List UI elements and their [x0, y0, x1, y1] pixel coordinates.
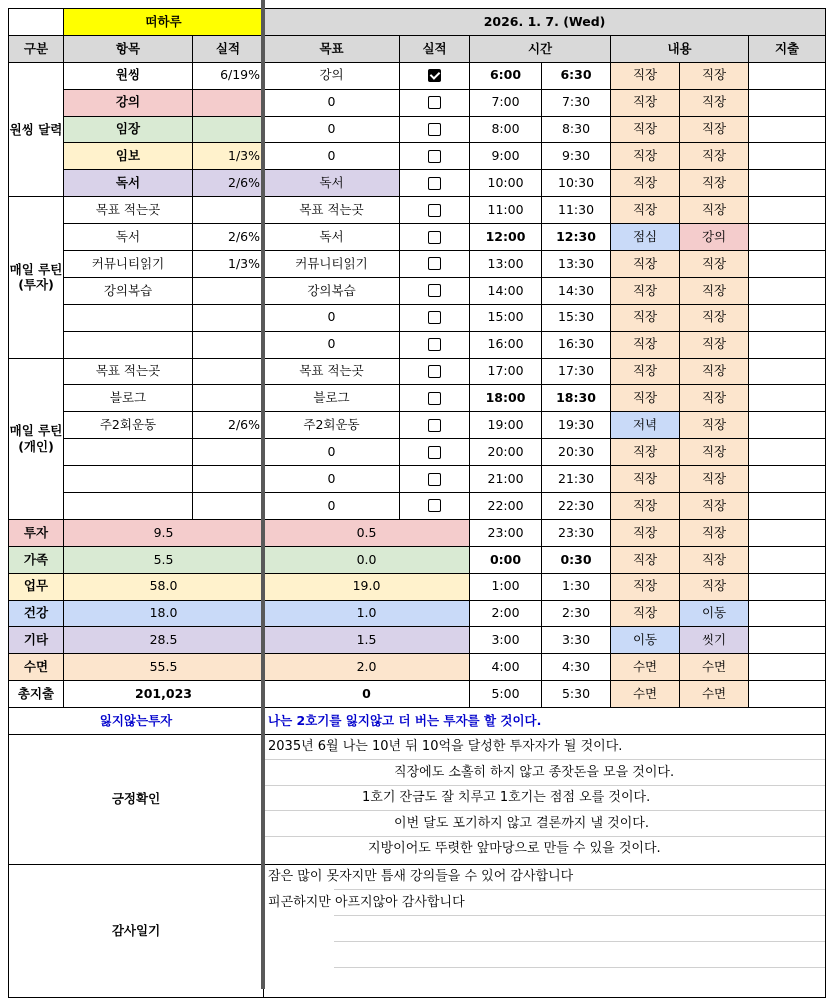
result-cell [193, 277, 264, 304]
checkbox[interactable] [428, 392, 441, 405]
header-expense: 지출 [749, 35, 826, 62]
check-cell [400, 439, 470, 466]
motto-right: 나는 2호기를 잃지않고 더 버는 투자를 할 것이다. [264, 708, 826, 735]
expense-cell[interactable] [749, 546, 826, 573]
check-cell [400, 62, 470, 89]
content-b[interactable]: 직장 [680, 143, 749, 170]
content-b[interactable]: 직장 [680, 519, 749, 546]
row-rule [334, 941, 825, 942]
summary-label: 수면 [9, 654, 64, 681]
time-start: 11:00 [470, 197, 542, 224]
summary-label: 기타 [9, 627, 64, 654]
result-cell: 2/6% [193, 170, 264, 197]
checkbox[interactable] [428, 365, 441, 378]
item-cell [64, 466, 193, 493]
time-start: 5:00 [470, 681, 542, 708]
time-end: 20:30 [542, 439, 611, 466]
content-b[interactable]: 직장 [680, 304, 749, 331]
time-end: 4:30 [542, 654, 611, 681]
expense-cell[interactable] [749, 600, 826, 627]
header-category: 구분 [9, 35, 64, 62]
row-rule [334, 915, 825, 916]
item-cell: 블로그 [64, 385, 193, 412]
expense-cell[interactable] [749, 573, 826, 600]
time-end: 5:30 [542, 681, 611, 708]
check-cell [400, 466, 470, 493]
time-end: 11:30 [542, 197, 611, 224]
content-b[interactable]: 직장 [680, 358, 749, 385]
time-start: 14:00 [470, 277, 542, 304]
goal-cell: 강의 [264, 62, 400, 89]
content-a[interactable]: 직장 [611, 62, 680, 89]
daily-planner-sheet [8, 8, 826, 998]
goal-cell: 독서 [264, 224, 400, 251]
item-cell: 목표 적는곳 [64, 197, 193, 224]
header-item: 항목 [64, 35, 193, 62]
content-b[interactable]: 직장 [680, 546, 749, 573]
blank-cell [9, 9, 64, 36]
content-b[interactable]: 직장 [680, 573, 749, 600]
time-start: 7:00 [470, 89, 542, 116]
check-cell [400, 331, 470, 358]
summary-total: 58.0 [64, 573, 264, 600]
goal-cell: 주2회운동 [264, 412, 400, 439]
content-b[interactable]: 수면 [680, 681, 749, 708]
check-cell [400, 412, 470, 439]
content-b[interactable]: 직장 [680, 331, 749, 358]
check-cell [400, 143, 470, 170]
result-cell: 1/3% [193, 251, 264, 278]
content-a[interactable]: 직장 [611, 519, 680, 546]
expense-cell[interactable] [749, 89, 826, 116]
checkbox[interactable] [428, 284, 441, 297]
content-a[interactable]: 직장 [611, 143, 680, 170]
time-start: 15:00 [470, 304, 542, 331]
expense-cell[interactable] [749, 654, 826, 681]
summary-label: 투자 [9, 519, 64, 546]
check-cell [400, 224, 470, 251]
group-onesing: 원씽 달력 [9, 62, 64, 196]
time-end: 0:30 [542, 546, 611, 573]
result-cell [193, 439, 264, 466]
content-a[interactable]: 직장 [611, 546, 680, 573]
summary-total: 201,023 [64, 681, 264, 708]
content-b[interactable]: 씻기 [680, 627, 749, 654]
header-result: 실적 [193, 35, 264, 62]
check-cell [400, 170, 470, 197]
checkbox[interactable] [428, 231, 441, 244]
summary-total: 55.5 [64, 654, 264, 681]
summary-total: 18.0 [64, 600, 264, 627]
item-cell: 목표 적는곳 [64, 358, 193, 385]
affirmation-line: 이번 달도 포기하지 않고 결론까지 낼 것이다. [394, 815, 649, 831]
item-cell: 원씽 [64, 62, 193, 89]
time-start: 10:00 [470, 170, 542, 197]
goal-cell: 목표 적는곳 [264, 197, 400, 224]
affirmation-line: 2035년 6월 나는 10년 뒤 10억을 달성한 투자자가 될 것이다. [268, 739, 623, 755]
result-cell [193, 304, 264, 331]
result-cell: 2/6% [193, 224, 264, 251]
expense-cell[interactable] [749, 627, 826, 654]
gratitude-area [264, 865, 826, 998]
column-divider [261, 0, 265, 989]
time-start: 20:00 [470, 439, 542, 466]
content-a[interactable]: 직장 [611, 600, 680, 627]
content-a[interactable]: 직장 [611, 358, 680, 385]
affirm-area [264, 735, 826, 865]
check-cell [400, 197, 470, 224]
time-end: 10:30 [542, 170, 611, 197]
content-b[interactable]: 직장 [680, 197, 749, 224]
goal-cell: 목표 적는곳 [264, 358, 400, 385]
goal-cell: 0 [264, 89, 400, 116]
time-start: 23:00 [470, 519, 542, 546]
content-b[interactable]: 직장 [680, 116, 749, 143]
check-cell [400, 304, 470, 331]
time-end: 12:30 [542, 224, 611, 251]
goal-cell: 커뮤니티읽기 [264, 251, 400, 278]
header-goal: 목표 [264, 35, 400, 62]
summary-total: 28.5 [64, 627, 264, 654]
time-end: 6:30 [542, 62, 611, 89]
item-cell: 임장 [64, 116, 193, 143]
content-a[interactable]: 점심 [611, 224, 680, 251]
group-routine-personal: 매일 루틴 (개인) [9, 358, 64, 519]
result-cell [193, 331, 264, 358]
checkbox[interactable] [428, 123, 441, 136]
affirm-label: 긍정확인 [9, 735, 264, 865]
header-time: 시간 [470, 35, 611, 62]
expense-cell[interactable] [749, 439, 826, 466]
time-start: 9:00 [470, 143, 542, 170]
goal-cell: 0 [264, 466, 400, 493]
result-cell [193, 197, 264, 224]
content-a[interactable]: 저녁 [611, 412, 680, 439]
result-cell [193, 493, 264, 520]
check-cell [400, 89, 470, 116]
check-cell [400, 385, 470, 412]
result-cell [193, 116, 264, 143]
result-cell [193, 385, 264, 412]
expense-cell[interactable] [749, 681, 826, 708]
time-end: 8:30 [542, 116, 611, 143]
checkbox[interactable] [428, 177, 441, 190]
check-cell [400, 493, 470, 520]
row-rule [264, 836, 825, 837]
time-start: 3:00 [470, 627, 542, 654]
time-start: 1:00 [470, 573, 542, 600]
expense-cell[interactable] [749, 385, 826, 412]
content-a[interactable]: 직장 [611, 89, 680, 116]
expense-cell[interactable] [749, 62, 826, 89]
content-a[interactable]: 직장 [611, 251, 680, 278]
time-end: 16:30 [542, 331, 611, 358]
summary-today: 1.5 [264, 627, 470, 654]
checkbox[interactable] [428, 204, 441, 217]
time-start: 16:00 [470, 331, 542, 358]
content-a[interactable]: 직장 [611, 197, 680, 224]
checkbox[interactable] [428, 473, 441, 486]
goal-cell: 강의복습 [264, 277, 400, 304]
item-cell: 커뮤니티읽기 [64, 251, 193, 278]
row-rule [264, 810, 825, 811]
motto-left: 잃지않는투자 [9, 708, 264, 735]
time-start: 4:00 [470, 654, 542, 681]
time-start: 19:00 [470, 412, 542, 439]
summary-today: 19.0 [264, 573, 470, 600]
result-cell [193, 89, 264, 116]
item-cell: 독서 [64, 170, 193, 197]
expense-cell[interactable] [749, 277, 826, 304]
content-a[interactable]: 직장 [611, 385, 680, 412]
time-start: 13:00 [470, 251, 542, 278]
content-b[interactable]: 이동 [680, 600, 749, 627]
content-b[interactable]: 직장 [680, 62, 749, 89]
expense-cell[interactable] [749, 412, 826, 439]
result-cell: 2/6% [193, 412, 264, 439]
check-cell [400, 358, 470, 385]
time-end: 3:30 [542, 627, 611, 654]
time-start: 0:00 [470, 546, 542, 573]
goal-cell: 0 [264, 116, 400, 143]
time-end: 17:30 [542, 358, 611, 385]
time-end: 15:30 [542, 304, 611, 331]
gratitude-line: 잠은 많이 못자지만 틈새 강의들을 수 있어 감사합니다 [268, 869, 574, 885]
content-a[interactable]: 직장 [611, 304, 680, 331]
item-cell: 독서 [64, 224, 193, 251]
item-cell [64, 439, 193, 466]
time-start: 17:00 [470, 358, 542, 385]
checkbox[interactable] [428, 446, 441, 459]
content-a[interactable]: 직장 [611, 170, 680, 197]
content-b[interactable]: 수면 [680, 654, 749, 681]
time-end: 2:30 [542, 600, 611, 627]
gratitude-label: 감사일기 [9, 865, 264, 998]
goal-cell: 0 [264, 143, 400, 170]
time-start: 8:00 [470, 116, 542, 143]
expense-cell[interactable] [749, 170, 826, 197]
goal-cell: 0 [264, 304, 400, 331]
content-a[interactable]: 수면 [611, 654, 680, 681]
item-cell: 임보 [64, 143, 193, 170]
item-cell: 강의 [64, 89, 193, 116]
expense-cell[interactable] [749, 331, 826, 358]
content-a[interactable]: 직장 [611, 331, 680, 358]
page-title: 떠하루 [64, 9, 264, 36]
summary-today: 2.0 [264, 654, 470, 681]
content-b[interactable]: 직장 [680, 89, 749, 116]
row-rule [334, 967, 825, 968]
checkbox-checked[interactable] [428, 69, 441, 82]
summary-today: 0.0 [264, 546, 470, 573]
gratitude-line: 피곤하지만 아프지않아 감사합니다 [268, 895, 465, 911]
goal-cell: 0 [264, 493, 400, 520]
time-end: 22:30 [542, 493, 611, 520]
result-cell [193, 466, 264, 493]
expense-cell[interactable] [749, 143, 826, 170]
item-cell [64, 331, 193, 358]
group-routine-invest: 매일 루틴 (투자) [9, 197, 64, 358]
expense-cell[interactable] [749, 304, 826, 331]
time-start: 21:00 [470, 466, 542, 493]
time-end: 14:30 [542, 277, 611, 304]
goal-cell: 독서 [264, 170, 400, 197]
time-start: 22:00 [470, 493, 542, 520]
checkbox[interactable] [428, 419, 441, 432]
affirmation-line: 1호기 잔금도 잘 치루고 1호기는 점점 오를 것이다. [362, 790, 651, 806]
time-start: 6:00 [470, 62, 542, 89]
expense-cell[interactable] [749, 197, 826, 224]
row-rule [264, 785, 825, 786]
affirmation-line: 직장에도 소홀히 하지 않고 종잣돈을 모을 것이다. [394, 764, 675, 780]
content-b[interactable]: 직장 [680, 251, 749, 278]
content-a[interactable]: 직장 [611, 277, 680, 304]
goal-cell: 0 [264, 331, 400, 358]
goal-cell: 블로그 [264, 385, 400, 412]
time-end: 23:30 [542, 519, 611, 546]
checkbox[interactable] [428, 257, 441, 270]
affirmation-line: 지방이어도 뚜렷한 앞마당으로 만들 수 있을 것이다. [368, 841, 661, 857]
item-cell: 강의복습 [64, 277, 193, 304]
item-cell [64, 304, 193, 331]
time-end: 13:30 [542, 251, 611, 278]
checkbox[interactable] [428, 338, 441, 351]
content-b[interactable]: 직장 [680, 170, 749, 197]
summary-label: 총지출 [9, 681, 64, 708]
content-a[interactable]: 수면 [611, 681, 680, 708]
expense-cell[interactable] [749, 466, 826, 493]
content-a[interactable]: 직장 [611, 466, 680, 493]
summary-today: 0 [264, 681, 470, 708]
content-b[interactable]: 직장 [680, 466, 749, 493]
summary-today: 1.0 [264, 600, 470, 627]
expense-cell[interactable] [749, 493, 826, 520]
content-b[interactable]: 직장 [680, 439, 749, 466]
time-end: 21:30 [542, 466, 611, 493]
item-cell [64, 493, 193, 520]
checkbox[interactable] [428, 150, 441, 163]
content-b[interactable]: 강의 [680, 224, 749, 251]
content-b[interactable]: 직장 [680, 493, 749, 520]
result-cell: 1/3% [193, 143, 264, 170]
expense-cell[interactable] [749, 519, 826, 546]
time-start: 2:00 [470, 600, 542, 627]
content-b[interactable]: 직장 [680, 412, 749, 439]
summary-today: 0.5 [264, 519, 470, 546]
expense-cell[interactable] [749, 358, 826, 385]
content-a[interactable]: 직장 [611, 116, 680, 143]
content-a[interactable]: 이동 [611, 627, 680, 654]
expense-cell[interactable] [749, 251, 826, 278]
checkbox[interactable] [428, 499, 441, 512]
summary-label: 건강 [9, 600, 64, 627]
time-start: 12:00 [470, 224, 542, 251]
time-end: 9:30 [542, 143, 611, 170]
item-cell: 주2회운동 [64, 412, 193, 439]
content-a[interactable]: 직장 [611, 573, 680, 600]
checkbox[interactable] [428, 96, 441, 109]
content-a[interactable]: 직장 [611, 439, 680, 466]
result-cell: 6/19% [193, 62, 264, 89]
time-start: 18:00 [470, 385, 542, 412]
header-content: 내용 [611, 35, 749, 62]
summary-label: 가족 [9, 546, 64, 573]
expense-cell[interactable] [749, 116, 826, 143]
check-cell [400, 251, 470, 278]
content-b[interactable]: 직장 [680, 277, 749, 304]
goal-cell: 0 [264, 439, 400, 466]
header-done: 실적 [400, 35, 470, 62]
check-cell [400, 116, 470, 143]
date-header: 2026. 1. 7. (Wed) [264, 9, 826, 36]
result-cell [193, 358, 264, 385]
row-rule [264, 759, 825, 760]
time-end: 1:30 [542, 573, 611, 600]
summary-total: 5.5 [64, 546, 264, 573]
check-cell [400, 277, 470, 304]
expense-cell[interactable] [749, 224, 826, 251]
time-end: 19:30 [542, 412, 611, 439]
summary-total: 9.5 [64, 519, 264, 546]
row-rule [334, 889, 825, 890]
content-a[interactable]: 직장 [611, 493, 680, 520]
summary-label: 업무 [9, 573, 64, 600]
time-end: 7:30 [542, 89, 611, 116]
time-end: 18:30 [542, 385, 611, 412]
content-b[interactable]: 직장 [680, 385, 749, 412]
checkbox[interactable] [428, 311, 441, 324]
